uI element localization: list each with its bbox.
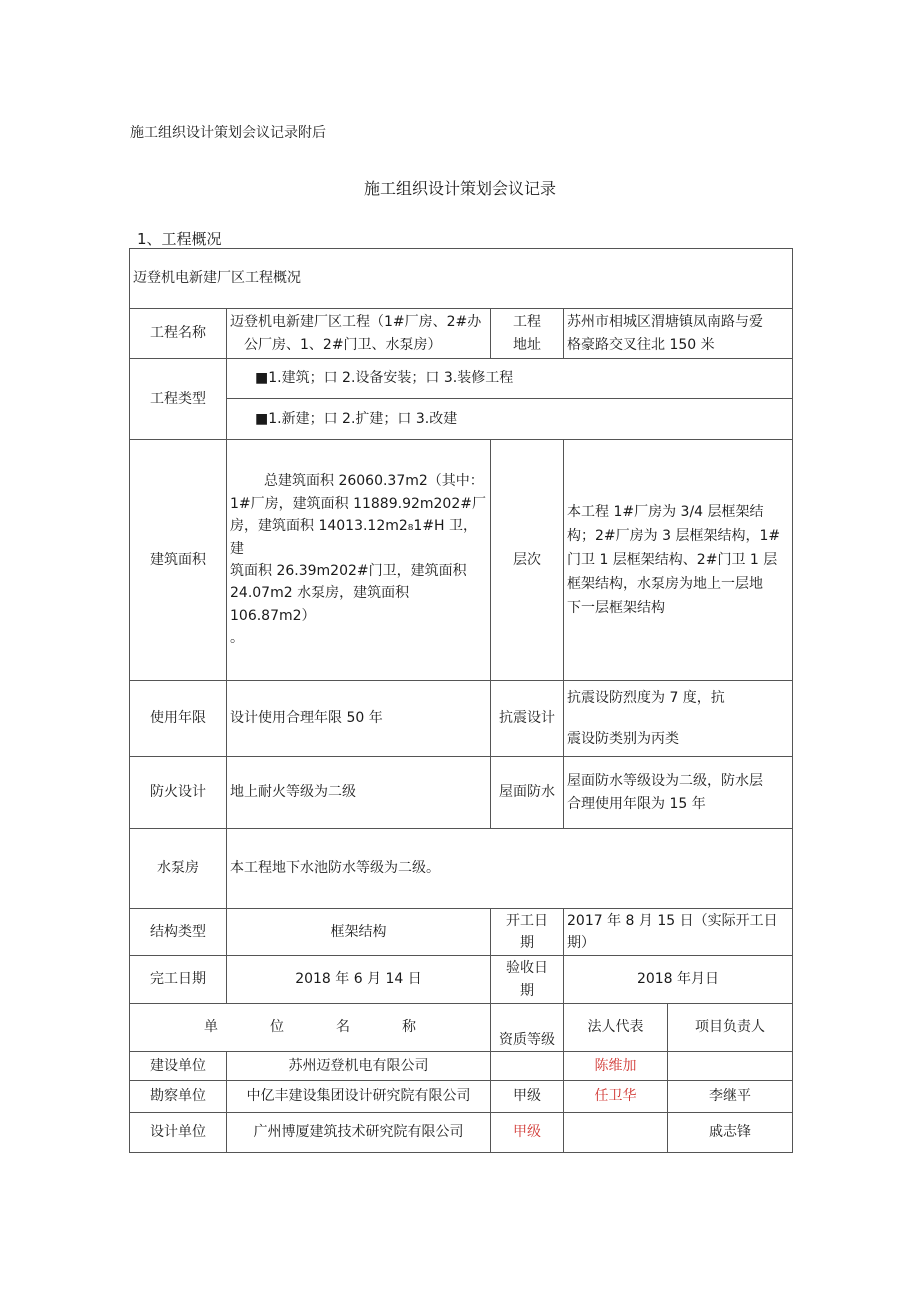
area-line-1: 总建筑面积 26060.37m2（其中： — [264, 473, 484, 490]
fire-design-value: 地上耐火等级为二级 — [227, 757, 491, 829]
unit-project-lead — [668, 1052, 793, 1081]
start-date-label — [491, 909, 564, 956]
seismic-label: 抗震设计 — [491, 681, 564, 757]
pump-house-label: 水泵房 — [130, 829, 227, 909]
area-line-5: 24.07m2 水泵房，建筑面积 106.87m2） — [230, 585, 410, 624]
service-life-label: 使用年限 — [130, 681, 227, 757]
accept-label-line-2: 期 — [520, 982, 534, 999]
start-line-2: 期） — [567, 935, 595, 951]
start-date-value — [564, 909, 793, 956]
acceptance-date-value: 2018 年月日 — [564, 956, 793, 1004]
acceptance-date-label — [491, 956, 564, 1004]
document-note: 施工组织设计策划会议记录附后 — [130, 125, 326, 141]
unit-role: 勘察单位 — [130, 1081, 227, 1113]
overview-heading: 迈登机电新建厂区工程概况 — [130, 249, 793, 309]
area-line-2: 1#厂房，建筑面积 11889.92m202#厂 — [230, 495, 486, 512]
levels-value — [564, 440, 793, 681]
project-name-line-2: 公厂房、1、2#门卫、水泵房） — [244, 336, 442, 353]
area-line-3: 房，建筑面积 14013.12m2₈1#H 卫，建 — [230, 518, 478, 557]
unit-name: 苏州迈登机电有限公司 — [227, 1052, 491, 1081]
completion-date-label: 完工日期 — [130, 956, 227, 1004]
address-line-1: 苏州市相城区渭塘镇凤南路与爱 — [567, 314, 763, 331]
project-name-label: 工程名称 — [130, 309, 227, 359]
start-label-line-1: 开工日 — [506, 912, 548, 929]
pump-house-value: 本工程地下水池防水等级为二级。 — [227, 829, 793, 909]
unit-project-lead: 李继平 — [668, 1081, 793, 1113]
unit-name: 广州博厦建筑技术研究院有限公司 — [227, 1113, 491, 1153]
accept-label-line-1: 验收日 — [506, 960, 548, 977]
address-value — [564, 309, 793, 359]
levels-label: 层次 — [491, 440, 564, 681]
unit-header-char-3: 名 — [336, 1019, 350, 1036]
project-lead-header: 项目负责人 — [668, 1004, 793, 1052]
levels-line-5: 下一层框架结构 — [567, 600, 665, 616]
seismic-value — [564, 681, 793, 757]
address-line-2: 格豪路交叉往北 150 米 — [567, 336, 715, 353]
building-area-label: 建筑面积 — [130, 440, 227, 681]
table-row — [130, 1052, 793, 1081]
unit-legal-rep: 任卫华 — [564, 1081, 668, 1113]
unit-role: 建设单位 — [130, 1052, 227, 1081]
unit-qualification: 甲级 — [491, 1081, 564, 1113]
project-type-row-2: ■1.新建；口 2.扩建；口 3.改建 — [227, 399, 793, 440]
project-name-value — [227, 309, 491, 359]
unit-role: 设计单位 — [130, 1113, 227, 1153]
fire-design-label: 防火设计 — [130, 757, 227, 829]
seismic-line-1: 抗震设防烈度为 7 度，抗 — [567, 690, 725, 707]
address-label — [491, 309, 564, 359]
start-label-line-2: 期 — [520, 935, 534, 951]
levels-line-2: 构；2#厂房为 3 层框架结构，1# — [567, 528, 781, 544]
address-label-line-2: 地址 — [513, 336, 541, 353]
project-type-row-1: ■1.建筑；口 2.设备安装；口 3.装修工程 — [227, 359, 793, 399]
building-area-value — [227, 440, 491, 681]
roof-line-2: 合理使用年限为 15 年 — [567, 795, 706, 812]
unit-project-lead: 戚志锋 — [668, 1113, 793, 1153]
structure-type-label: 结构类型 — [130, 909, 227, 956]
unit-qualification: 甲级 — [491, 1113, 564, 1153]
unit-legal-rep: 陈维加 — [564, 1052, 668, 1081]
completion-date-value: 2018 年 6 月 14 日 — [227, 956, 491, 1004]
qualification-header: 资质等级 — [491, 1004, 564, 1052]
area-line-4: 筑面积 26.39m202#门卫，建筑面积 — [230, 563, 467, 579]
roof-line-1: 屋面防水等级设为二级，防水层 — [567, 773, 763, 790]
roof-waterproof-label: 屋面防水 — [491, 757, 564, 829]
project-type-label: 工程类型 — [130, 359, 227, 440]
table-row — [130, 1081, 793, 1113]
unit-legal-rep — [564, 1113, 668, 1153]
service-life-value: 设计使用合理年限 50 年 — [227, 681, 491, 757]
roof-waterproof-value — [564, 757, 793, 829]
levels-line-4: 框架结构，水泵房为地上一层地 — [567, 576, 763, 592]
unit-header-char-2: 位 — [270, 1019, 284, 1036]
seismic-line-2: 震设防类别为丙类 — [567, 730, 679, 747]
section-title: 1、工程概况 — [137, 230, 222, 248]
levels-line-3: 门卫 1 层框架结构、2#门卫 1 层 — [567, 552, 778, 568]
project-name-line-1: 迈登机电新建厂区工程（1#厂房、2#办 — [230, 314, 482, 331]
legal-rep-header: 法人代表 — [564, 1004, 668, 1052]
project-overview-table — [129, 248, 793, 1153]
unit-name: 中亿丰建设集团设计研究院有限公司 — [227, 1081, 491, 1113]
structure-type-value: 框架结构 — [227, 909, 491, 956]
area-line-6: 。 — [230, 630, 244, 647]
document-title: 施工组织设计策划会议记录 — [363, 179, 556, 198]
unit-qualification — [491, 1052, 564, 1081]
table-row — [130, 1113, 793, 1153]
start-line-1: 2017 年 8 月 15 日（实际开工日 — [567, 912, 778, 929]
unit-header-char-1: 单 — [204, 1019, 218, 1036]
unit-name-header — [130, 1004, 491, 1052]
address-label-line-1: 工程 — [513, 314, 541, 331]
unit-header-char-4: 称 — [402, 1019, 416, 1036]
levels-line-1: 本工程 1#厂房为 3/4 层框架结 — [567, 504, 764, 520]
